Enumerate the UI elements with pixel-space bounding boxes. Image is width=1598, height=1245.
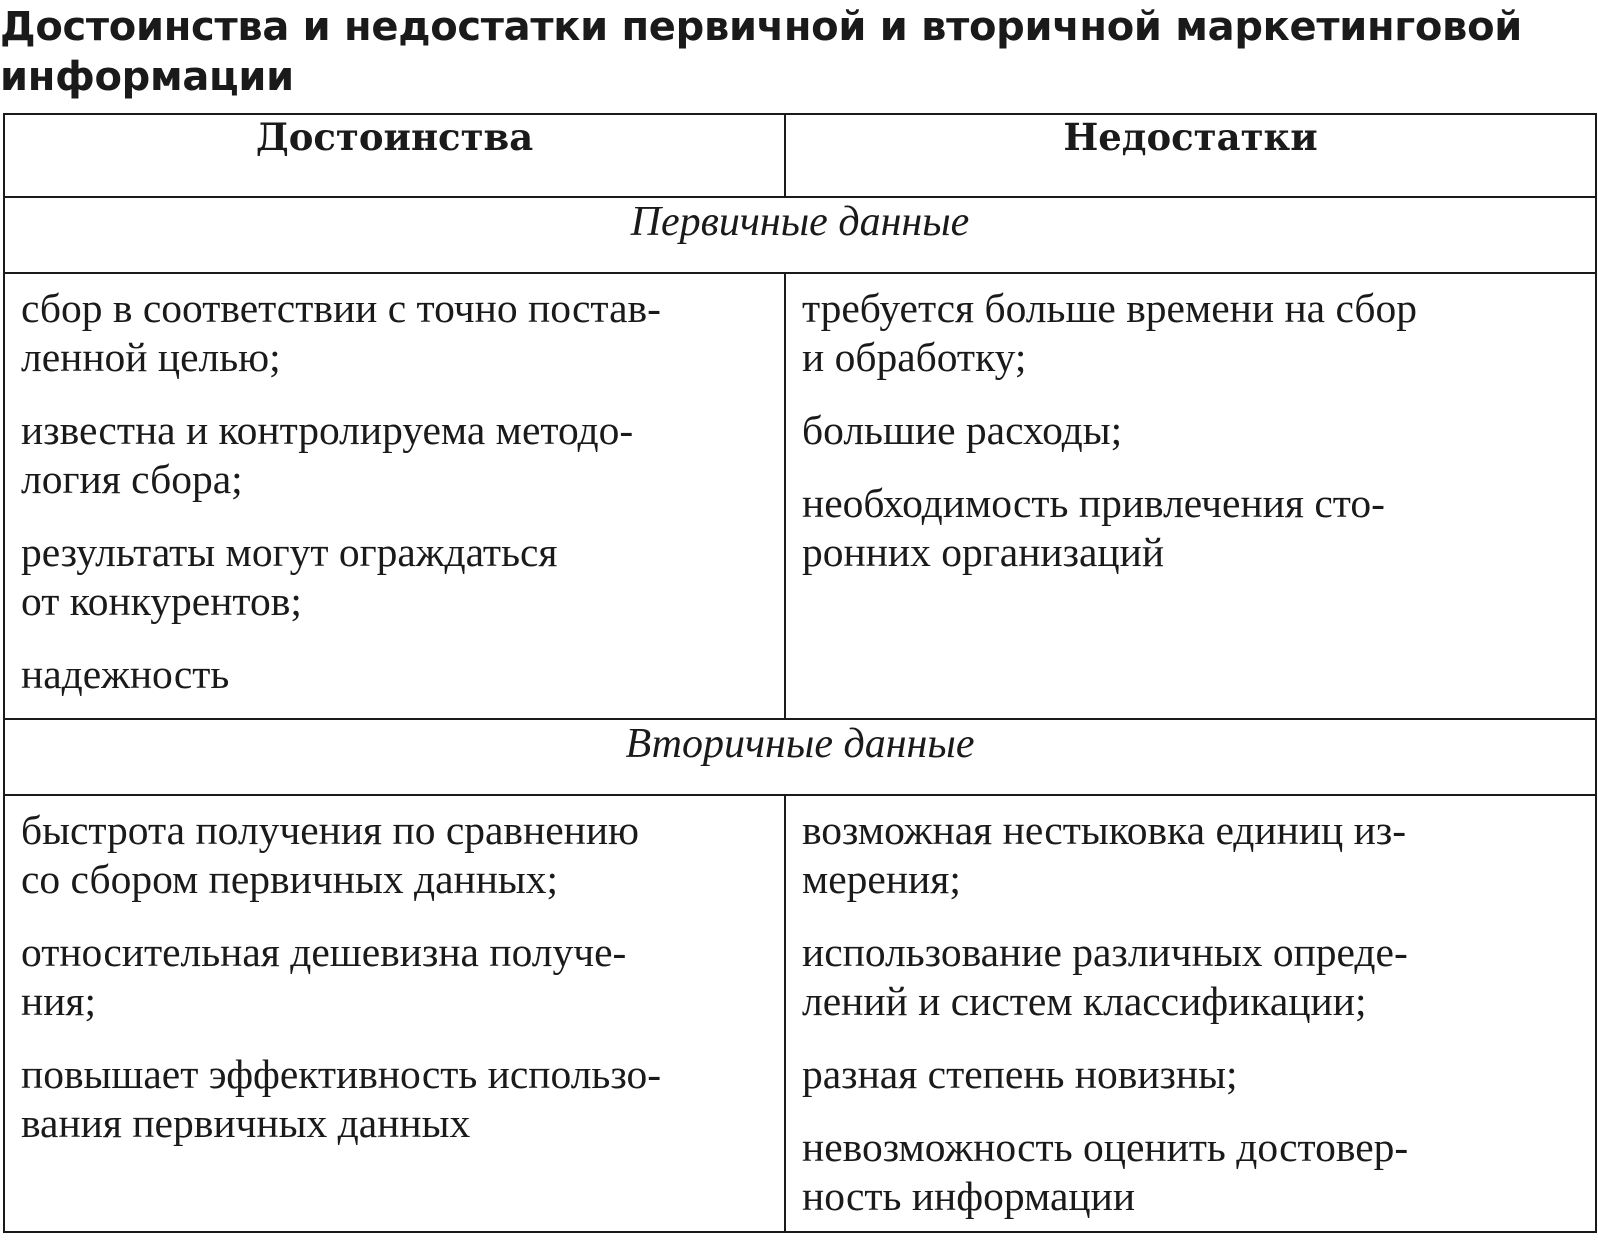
entry-line: использование различных опреде- bbox=[802, 929, 1408, 975]
title-line-1: Достоинства и недостатки первичной и вторичной маркетинговой bbox=[0, 4, 1522, 50]
entry-line: сбор в соответствии с точно постав- bbox=[21, 285, 661, 331]
primary-disadvantages-cell bbox=[785, 273, 1596, 719]
entry-line: вания первичных данных bbox=[21, 1100, 471, 1146]
entry-line: возможная нестыковка единиц из- bbox=[802, 807, 1407, 853]
list-item bbox=[21, 406, 778, 504]
entry-line: большие расходы; bbox=[802, 407, 1123, 453]
entry-line: разная степень новизны; bbox=[802, 1051, 1238, 1097]
section-row-primary bbox=[4, 197, 1596, 273]
header-disadvantages: Недостатки bbox=[785, 114, 1596, 197]
header-row bbox=[4, 114, 1596, 197]
list-item bbox=[21, 806, 778, 904]
list-item bbox=[802, 406, 1589, 455]
comparison-table bbox=[3, 113, 1597, 1233]
primary-advantages-cell bbox=[4, 273, 785, 719]
title-line-2: информации bbox=[0, 54, 294, 100]
table-row-secondary bbox=[4, 795, 1596, 1232]
header-advantages: Достоинства bbox=[4, 114, 785, 197]
entry-line: ния; bbox=[21, 978, 97, 1024]
entry-line: результаты могут ограждаться bbox=[21, 529, 558, 575]
list-item bbox=[21, 284, 778, 382]
list-item bbox=[802, 284, 1589, 382]
list-item bbox=[21, 650, 778, 699]
list-item bbox=[802, 928, 1589, 1026]
list-item bbox=[802, 806, 1589, 904]
table-row-primary bbox=[4, 273, 1596, 719]
entry-line: ронних организаций bbox=[802, 529, 1165, 575]
entry-line: от конкурентов; bbox=[21, 578, 302, 624]
entry-line: логия сбора; bbox=[21, 456, 243, 502]
entry-line: повышает эффективность использо- bbox=[21, 1051, 662, 1097]
entry-line: невозможность оценить достовер- bbox=[802, 1124, 1409, 1170]
entry-line: ность информации bbox=[802, 1173, 1136, 1219]
entry-line: надежность bbox=[21, 651, 230, 697]
document-title bbox=[0, 2, 1590, 102]
entry-line: известна и контролируема методо- bbox=[21, 407, 634, 453]
secondary-advantages-cell bbox=[4, 795, 785, 1232]
entry-line: требуется больше времени на сбор bbox=[802, 285, 1417, 331]
entry-line: относительная дешевизна получе- bbox=[21, 929, 627, 975]
section-label-primary: Первичные данные bbox=[4, 197, 1596, 273]
list-item bbox=[21, 528, 778, 626]
list-item bbox=[802, 1123, 1589, 1221]
entry-line: ленной целью; bbox=[21, 334, 281, 380]
list-item bbox=[21, 928, 778, 1026]
list-item bbox=[802, 479, 1589, 577]
entry-line: необходимость привлечения сто- bbox=[802, 480, 1385, 526]
list-item bbox=[802, 1050, 1589, 1099]
section-label-secondary: Вторичные данные bbox=[4, 719, 1596, 795]
entry-line: быстрота получения по сравнению bbox=[21, 807, 640, 853]
list-item bbox=[21, 1050, 778, 1148]
entry-line: лений и систем классификации; bbox=[802, 978, 1367, 1024]
entry-line: со сбором первичных данных; bbox=[21, 856, 559, 902]
entry-line: и обработку; bbox=[802, 334, 1027, 380]
secondary-disadvantages-cell bbox=[785, 795, 1596, 1232]
entry-line: мерения; bbox=[802, 856, 961, 902]
section-row-secondary bbox=[4, 719, 1596, 795]
